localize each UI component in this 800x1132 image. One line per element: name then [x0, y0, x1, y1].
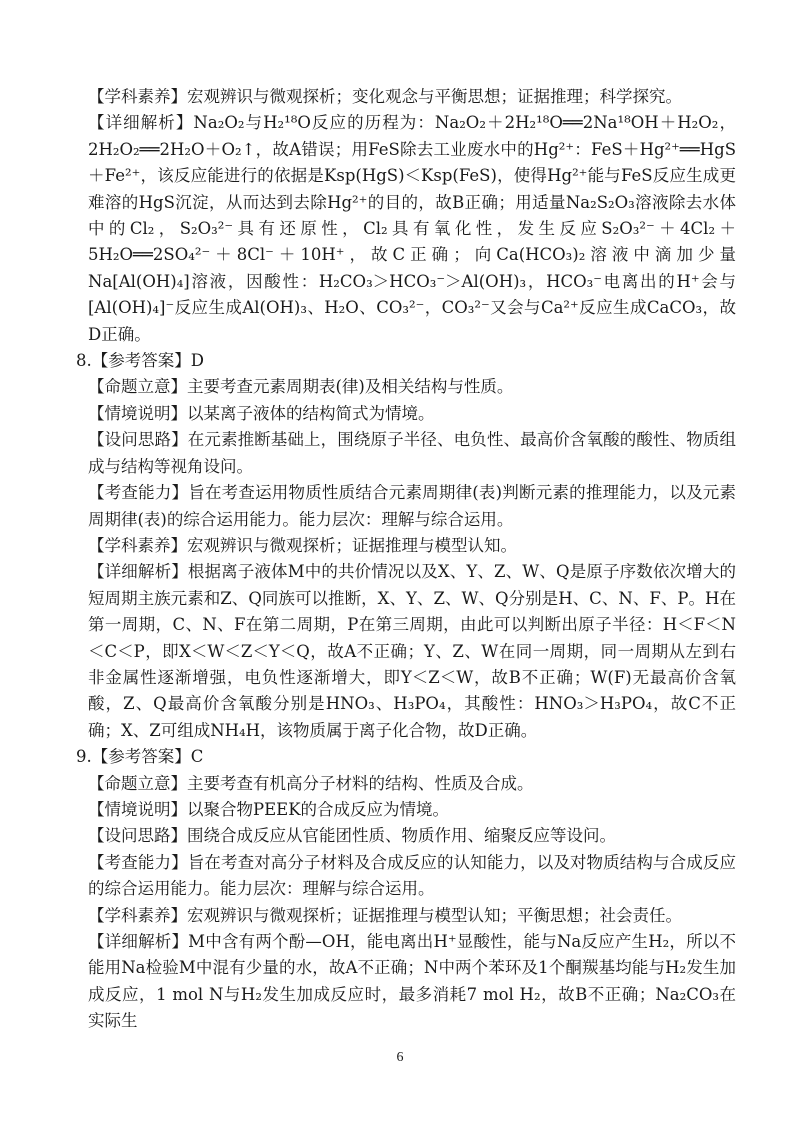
- paragraph-detailed-analysis-7: 【详细解析】Na₂O₂与H₂¹⁸O反应的历程为：Na₂O₂＋2H₂¹⁸O══2Na¹⁸OH＋H₂O₂，2H₂O₂══2H₂O＋O₂↑，故A错误；用FeS除去工业废水中的Hg²⁺：FeS＋Hg²⁺══HgS＋Fe²⁺，该反应能进行的依据是Ksp(HgS)＜Ksp(FeS)，使得Hg²⁺能与FeS反应生成更难溶的HgS沉淀，从而达到去除Hg²⁺的目的，故B正确；用适量Na₂S₂O₃溶液除去水体中的Cl₂，S₂O₃²⁻具有还原性，Cl₂具有氧化性，发生反应S₂O₃²⁻＋4Cl₂＋5H₂O══2SO₄²⁻＋8Cl⁻＋10H⁺，故C正确；向Ca(HCO₃)₂溶液中滴加少量Na[Al(OH)₄]溶液，因酸性：H₂CO₃＞HCO₃⁻＞Al(OH)₃，HCO₃⁻电离出的H⁺会与[Al(OH)₄]⁻反应生成Al(OH)₃、H₂O、CO₃²⁻，CO₃²⁻又会与Ca²⁺反应生成CaCO₃，故D正确。: [88, 113, 736, 344]
- paragraph-question-design-9: 【设问思路】围绕合成反应从官能团性质、物质作用、缩聚反应等设问。: [88, 826, 616, 846]
- paragraph-context-9: 【情境说明】以聚合物PEEK的合成反应为情境。: [88, 799, 450, 819]
- paragraph-ability-8: 【考查能力】旨在考查运用物质性质结合元素周期律(表)判断元素的推理能力，以及元素周期律(表)的综合运用能力。能力层次：理解与综合运用。: [88, 483, 736, 529]
- paragraph-subject-literacy-9: 【学科素养】宏观辨识与微观探析；证据推理与模型认知；平衡思想；社会责任。: [88, 905, 682, 925]
- answer-explanation-text: [76, 84, 736, 1035]
- paragraph-detailed-analysis-9: 【详细解析】M中含有两个酚—OH，能电离出H⁺显酸性，能与Na反应产生H₂，所以不能用Na检验M中混有少量的水，故A不正确；N中两个苯环及1个酮羰基均能与H₂发生加成反应，1 mol N与H₂发生加成反应时，最多消耗7 mol H₂，故B不正确；Na₂CO₃在实际生: [88, 932, 736, 1031]
- paragraph-context-8: 【情境说明】以某离子液体的结构简式为情境。: [88, 403, 435, 423]
- paragraph-detailed-analysis-8: 【详细解析】根据离子液体M中的共价情况以及X、Y、Z、W、Q是原子序数依次增大的短周期主族元素和Z、Q同族可以推断，X、Y、Z、W、Q分别是H、C、N、F、P。H在第一周期，C、N、F在第二周期，P在第三周期，由此可以判断出原子半径：H＜F＜N＜C＜P，即X＜W＜Z＜Y＜Q，故A不正确；Y、Z、W在同一周期，同一周期从左到右非金属性逐渐增强，电负性逐渐增大，即Y＜Z＜W，故B不正确；W(F)无最高价含氧酸，Z、Q最高价含氧酸分别是HNO₃、H₃PO₄，其酸性：HNO₃＞H₃PO₄，故C不正确；X、Z可组成NH₄H，该物质属于离子化合物，故D正确。: [88, 562, 736, 740]
- paragraph-ability-9: 【考查能力】旨在考查对高分子材料及合成反应的认知能力，以及对物质结构与合成反应的综合运用能力。能力层次：理解与综合运用。: [88, 852, 736, 899]
- paragraph-subject-literacy-8: 【学科素养】宏观辨识与微观探析；证据推理与模型认知。: [88, 535, 517, 555]
- paragraph-question-design-8: 【设问思路】在元素推断基础上，围绕原子半径、电负性、最高价含氧酸的酸性、物质组成与结构等视角设问。: [88, 430, 736, 476]
- paragraph-intent-9: 【命题立意】主要考查有机高分子材料的结构、性质及合成。: [88, 773, 534, 793]
- paragraph-subject-literacy-7: 【学科素养】宏观辨识与微观探析；变化观念与平衡思想；证据推理；科学探究。: [88, 87, 682, 106]
- page-number: 6: [396, 1050, 404, 1065]
- question-9-answer: 9.【参考答案】C: [76, 747, 204, 767]
- question-8-answer: 8.【参考答案】D: [76, 351, 204, 371]
- paragraph-intent-8: 【命题立意】主要考查元素周期表(律)及相关结构与性质。: [88, 377, 514, 397]
